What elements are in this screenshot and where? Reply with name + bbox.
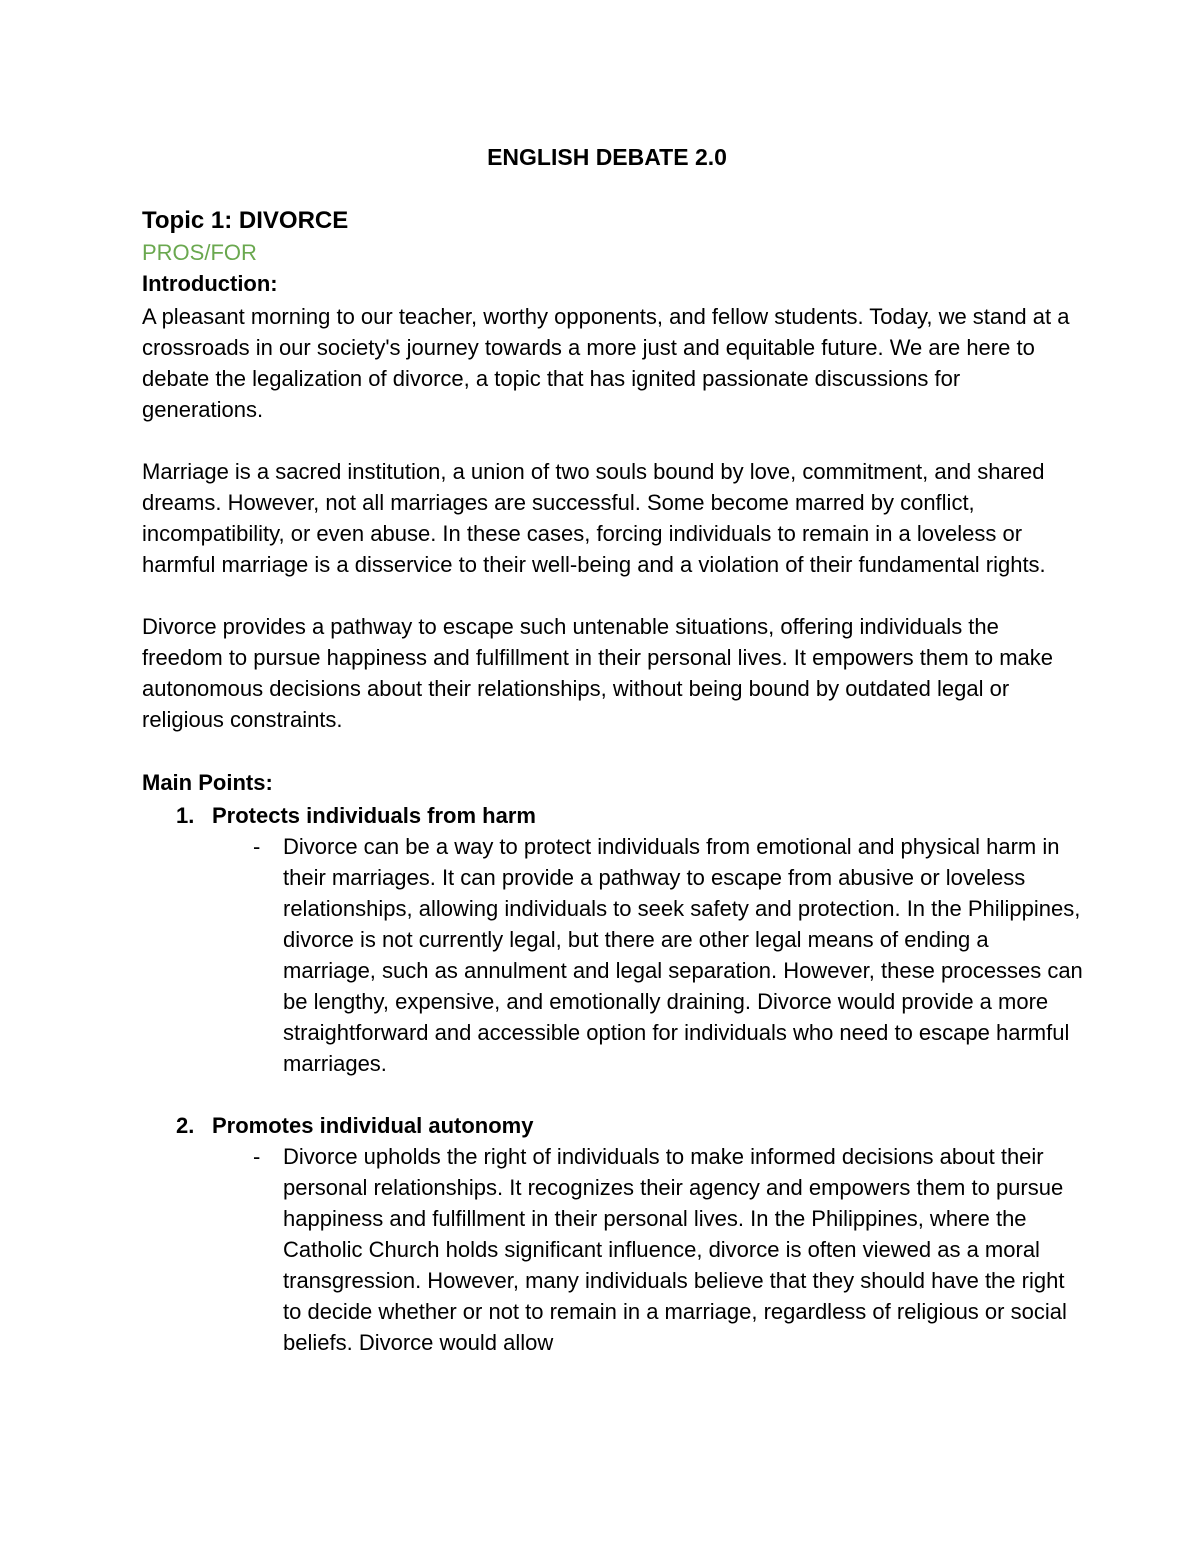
main-point-body-text: Divorce can be a way to protect individuals from emotional and physical harm in their marriages. It can provide a pathway to escape from abusive or loveless relationships, allowing individuals to seek safety and protection. In the Philippines, divorce is not currently legal, but there are other legal means of ending a marriage, such as annulment and legal separation. However, these processes can be lengthy, expensive, and emotionally draining. Divorce would provide a more straightforward and accessible option for individuals who need to escape harmful marriages. bbox=[283, 834, 1083, 1076]
main-point-body-text: Divorce upholds the right of individuals to make informed decisions about their personal relationships. It recognizes their agency and empowers them to pursue happiness and fulfillment in their personal lives. In the Philippines, where the Catholic Church holds significant influence, divorce is often viewed as a moral transgression. However, many individuals believe that they should have the right to decide whether or not to remain in a marriage, regardless of religious or social beliefs. Divorce would allow bbox=[283, 1144, 1067, 1355]
main-point-number: 2. bbox=[176, 1113, 195, 1138]
main-point-body bbox=[142, 1141, 1083, 1358]
document-body bbox=[142, 138, 1083, 1389]
introduction-paragraph: Divorce provides a pathway to escape such untenable situations, offering individuals the freedom to pursue happiness and fulfillment in their personal lives. It empowers them to make autonomous decisions about their relationships, without being bound by outdated legal or religious constraints. bbox=[142, 614, 1054, 732]
main-point-title-text: Promotes individual autonomy bbox=[212, 1113, 534, 1138]
topic-title: Topic 1: DIVORCE bbox=[142, 207, 349, 234]
document-title: ENGLISH DEBATE 2.0 bbox=[487, 144, 727, 170]
introduction-paragraph: Marriage is a sacred institution, a union of two souls bound by love, commitment, and shared dreams. However, not all marriages are successful. Some become marred by conflict, incompatibility, or even abuse. In these cases, forcing individuals to remain in a loveless or harmful marriage is a disservice to their well-being and a violation of their fundamental rights. bbox=[142, 459, 1046, 577]
main-point-title bbox=[142, 800, 1072, 831]
introduction-paragraph: A pleasant morning to our teacher, worthy opponents, and fellow students. Today, we stand at a crossroads in our society's journey towards a more just and equitable future. We are here to debate the legalization of divorce, a topic that has ignited passionate discussions for generations. bbox=[142, 304, 1070, 422]
main-point-title-text: Protects individuals from harm bbox=[212, 803, 536, 828]
main-points-heading: Main Points: bbox=[142, 770, 273, 795]
introduction-heading: Introduction: bbox=[142, 271, 278, 296]
dash-bullet: - bbox=[253, 1144, 261, 1169]
main-point-body bbox=[142, 831, 1083, 1079]
stance-label: PROS/FOR bbox=[142, 240, 257, 265]
main-point-title bbox=[142, 1110, 1072, 1141]
dash-bullet: - bbox=[253, 834, 261, 859]
main-point-number: 1. bbox=[176, 803, 195, 828]
